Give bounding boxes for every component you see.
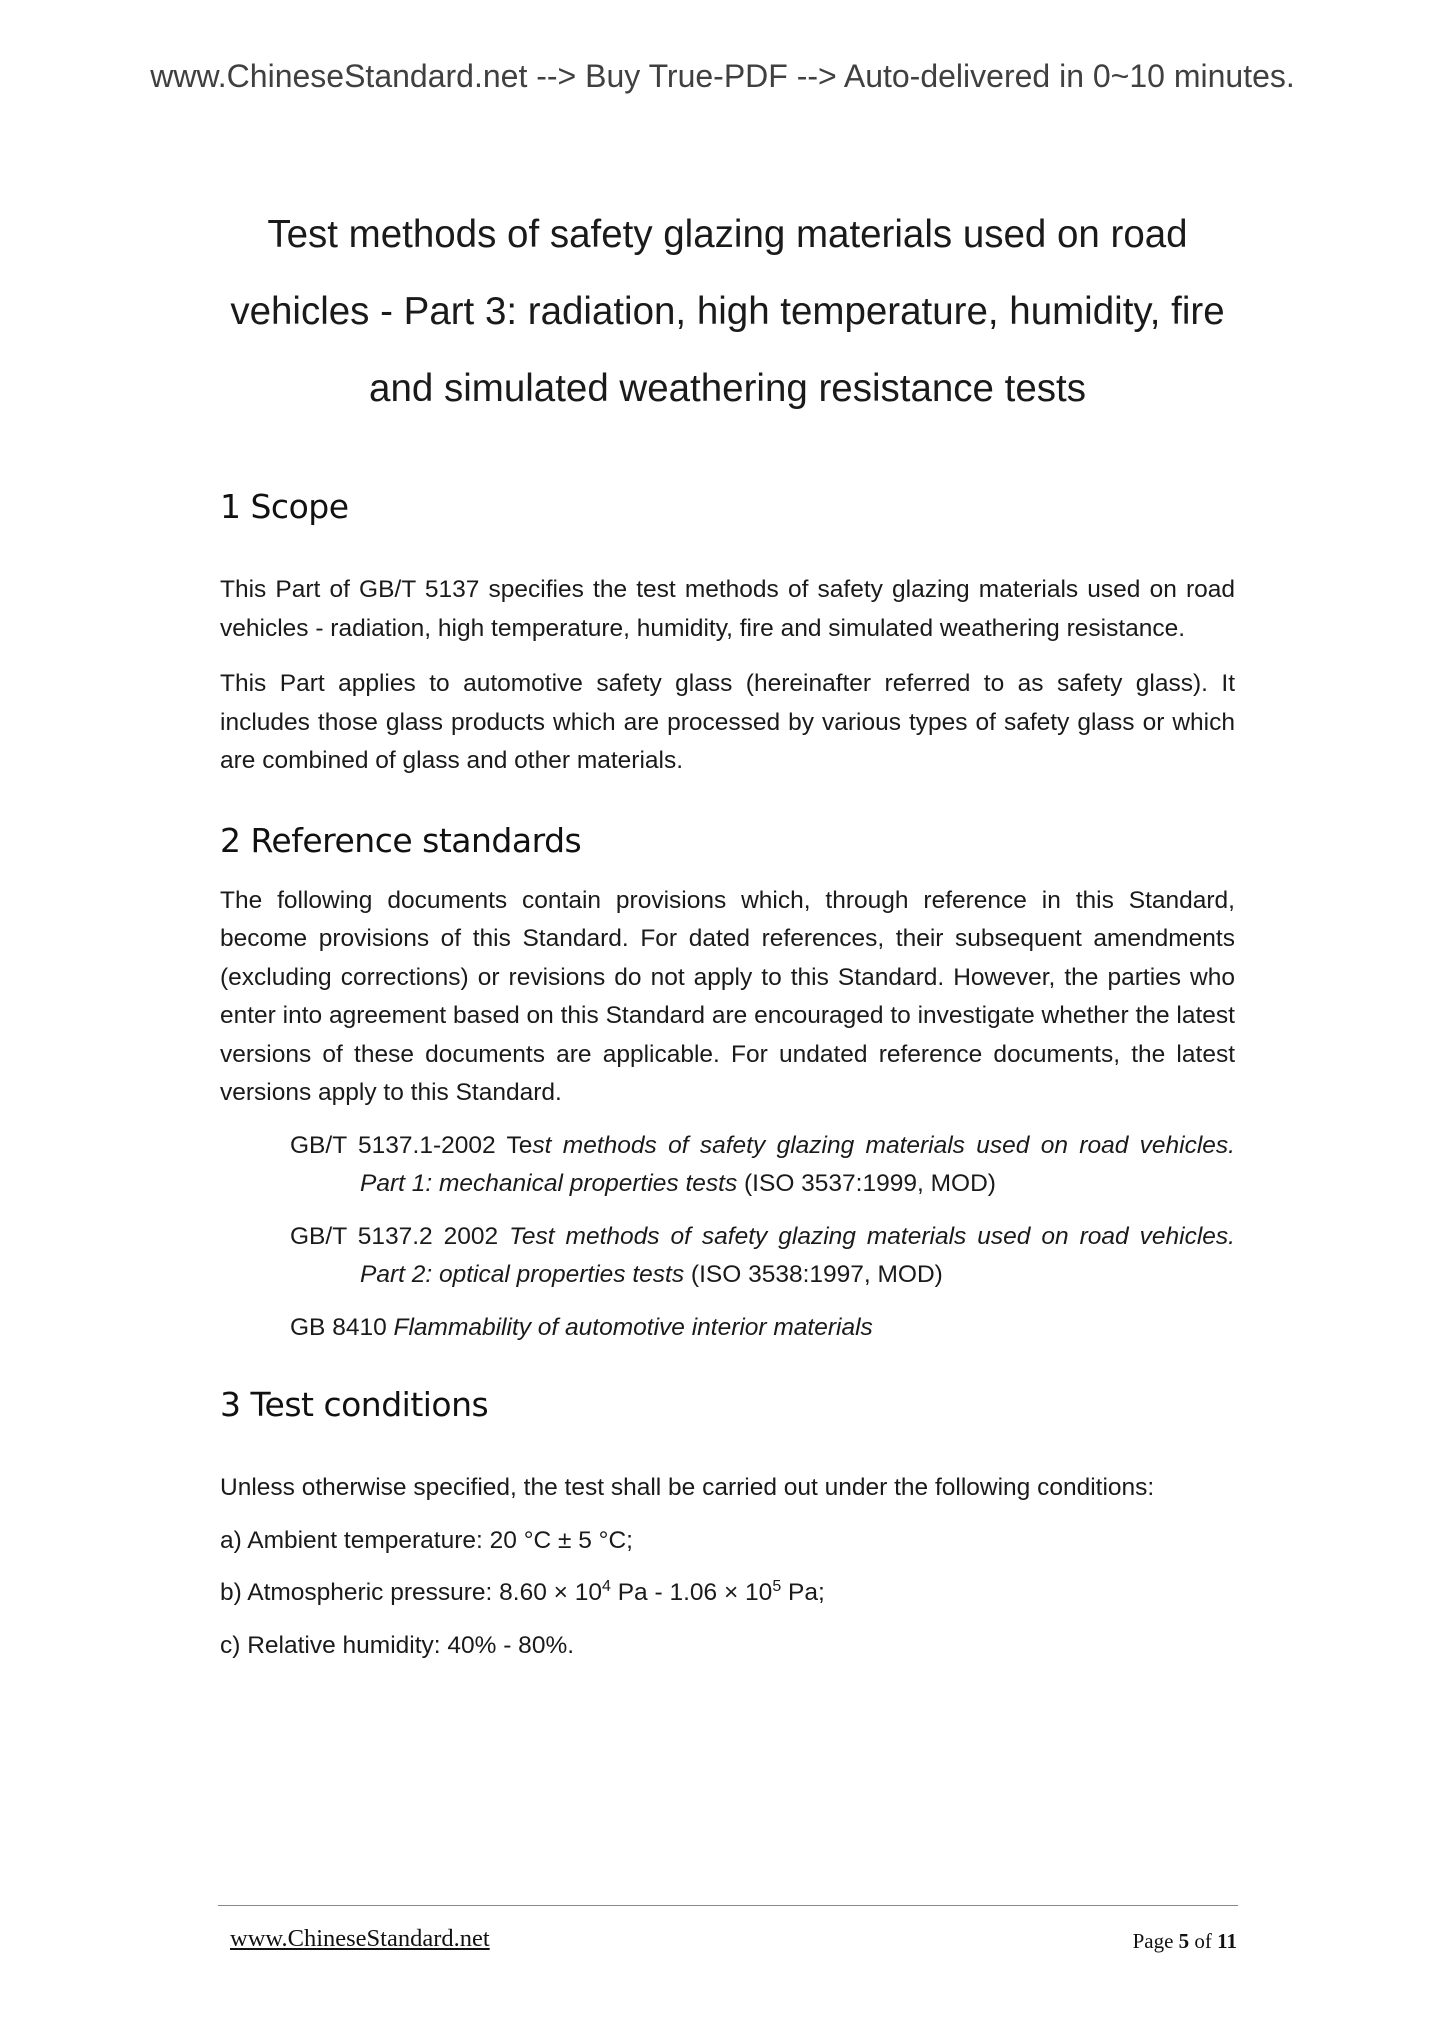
condition-b-text: b) Atmospheric pressure: 8.60 × 10 — [220, 1579, 602, 1606]
test-conditions-intro: Unless otherwise specified, the test shall be carried out under the following conditions: — [220, 1474, 1155, 1501]
exponent: 4 — [602, 1577, 611, 1595]
condition-a: a) Ambient temperature: 20 °C ± 5 °C; — [220, 1526, 633, 1554]
reference-code: GB/T 5137.1-2002 Te — [290, 1131, 533, 1159]
reference-title: Test methods of safety glazing materials used on road vehicles. Part 2: optical properties tests — [360, 1222, 1235, 1288]
condition-c: c) Relative humidity: 40% - 80%. — [220, 1631, 575, 1659]
page-content — [220, 196, 1235, 1665]
section-heading-test-conditions: 3 Test conditions — [220, 1385, 489, 1424]
page-of-label: of — [1189, 1929, 1218, 1953]
condition-b-text: Pa; — [781, 1579, 825, 1606]
reference-list — [220, 1127, 1235, 1348]
section-heading-reference-standards: 2 Reference standards — [220, 820, 582, 860]
scope-paragraph-1: This Part of GB/T 5137 specifies the test methods of safety glazing materials used on road vehicles - radiation, high temperature, humidity, fire and simulated weathering resistance. — [220, 576, 1235, 642]
section-heading-scope: 1 Scope — [220, 487, 349, 526]
scope-paragraph-2: This Part applies to automotive safety glass (hereinafter referred to as safety glass). It includes those glass products which are processed by various types of safety glass or which are combined of glass and other materials. — [220, 670, 1235, 774]
reference-item — [290, 1309, 1235, 1348]
reference-code: GB/T 5137.2 2002 — [290, 1222, 510, 1250]
footer-site-link[interactable]: www.ChineseStandard.net — [230, 1925, 490, 1952]
page-label: Page — [1132, 1929, 1179, 1953]
reference-title: Flammability of automotive interior materials — [393, 1313, 873, 1341]
reference-title: st methods of safety glazing materials used on road vehicles. Part 1: mechanical properties tests — [360, 1131, 1235, 1197]
header-banner: www.ChineseStandard.net --> Buy True-PDF --> Auto-delivered in 0~10 minutes. — [150, 58, 1295, 94]
page-total: 11 — [1217, 1929, 1237, 1953]
page-indicator — [1133, 1929, 1237, 1954]
reference-item — [290, 1218, 1235, 1295]
title-line-2: vehicles - Part 3: radiation, high temperature, humidity, fire — [230, 290, 1225, 333]
exponent: 5 — [772, 1577, 782, 1595]
title-line-1: Test methods of safety glazing materials used on road — [267, 213, 1188, 256]
reference-paragraph: The following documents contain provisions which, through reference in this Standard, become provisions of this Standard. For dated references, their subsequent amendments (excluding corrections) or revisions do not apply to this Standard. However, the parties who enter into agreement based on this Standard are encouraged to investigate whether the latest versions of these documents are applicable. For undated reference documents, the latest versions apply to this Standard. — [220, 886, 1235, 1106]
page-number: 5 — [1178, 1929, 1190, 1953]
condition-b — [220, 1574, 1235, 1613]
reference-suffix: (ISO 3537:1999, MOD) — [737, 1170, 996, 1197]
footer-divider — [218, 1905, 1238, 1906]
reference-code: GB 8410 — [290, 1313, 394, 1341]
condition-b-text: Pa - 1.06 × 10 — [610, 1579, 773, 1606]
title-line-3: and simulated weathering resistance tests — [369, 367, 1086, 410]
reference-suffix: (ISO 3538:1997, MOD) — [684, 1261, 943, 1288]
reference-item — [290, 1127, 1235, 1204]
document-title — [220, 196, 1235, 427]
